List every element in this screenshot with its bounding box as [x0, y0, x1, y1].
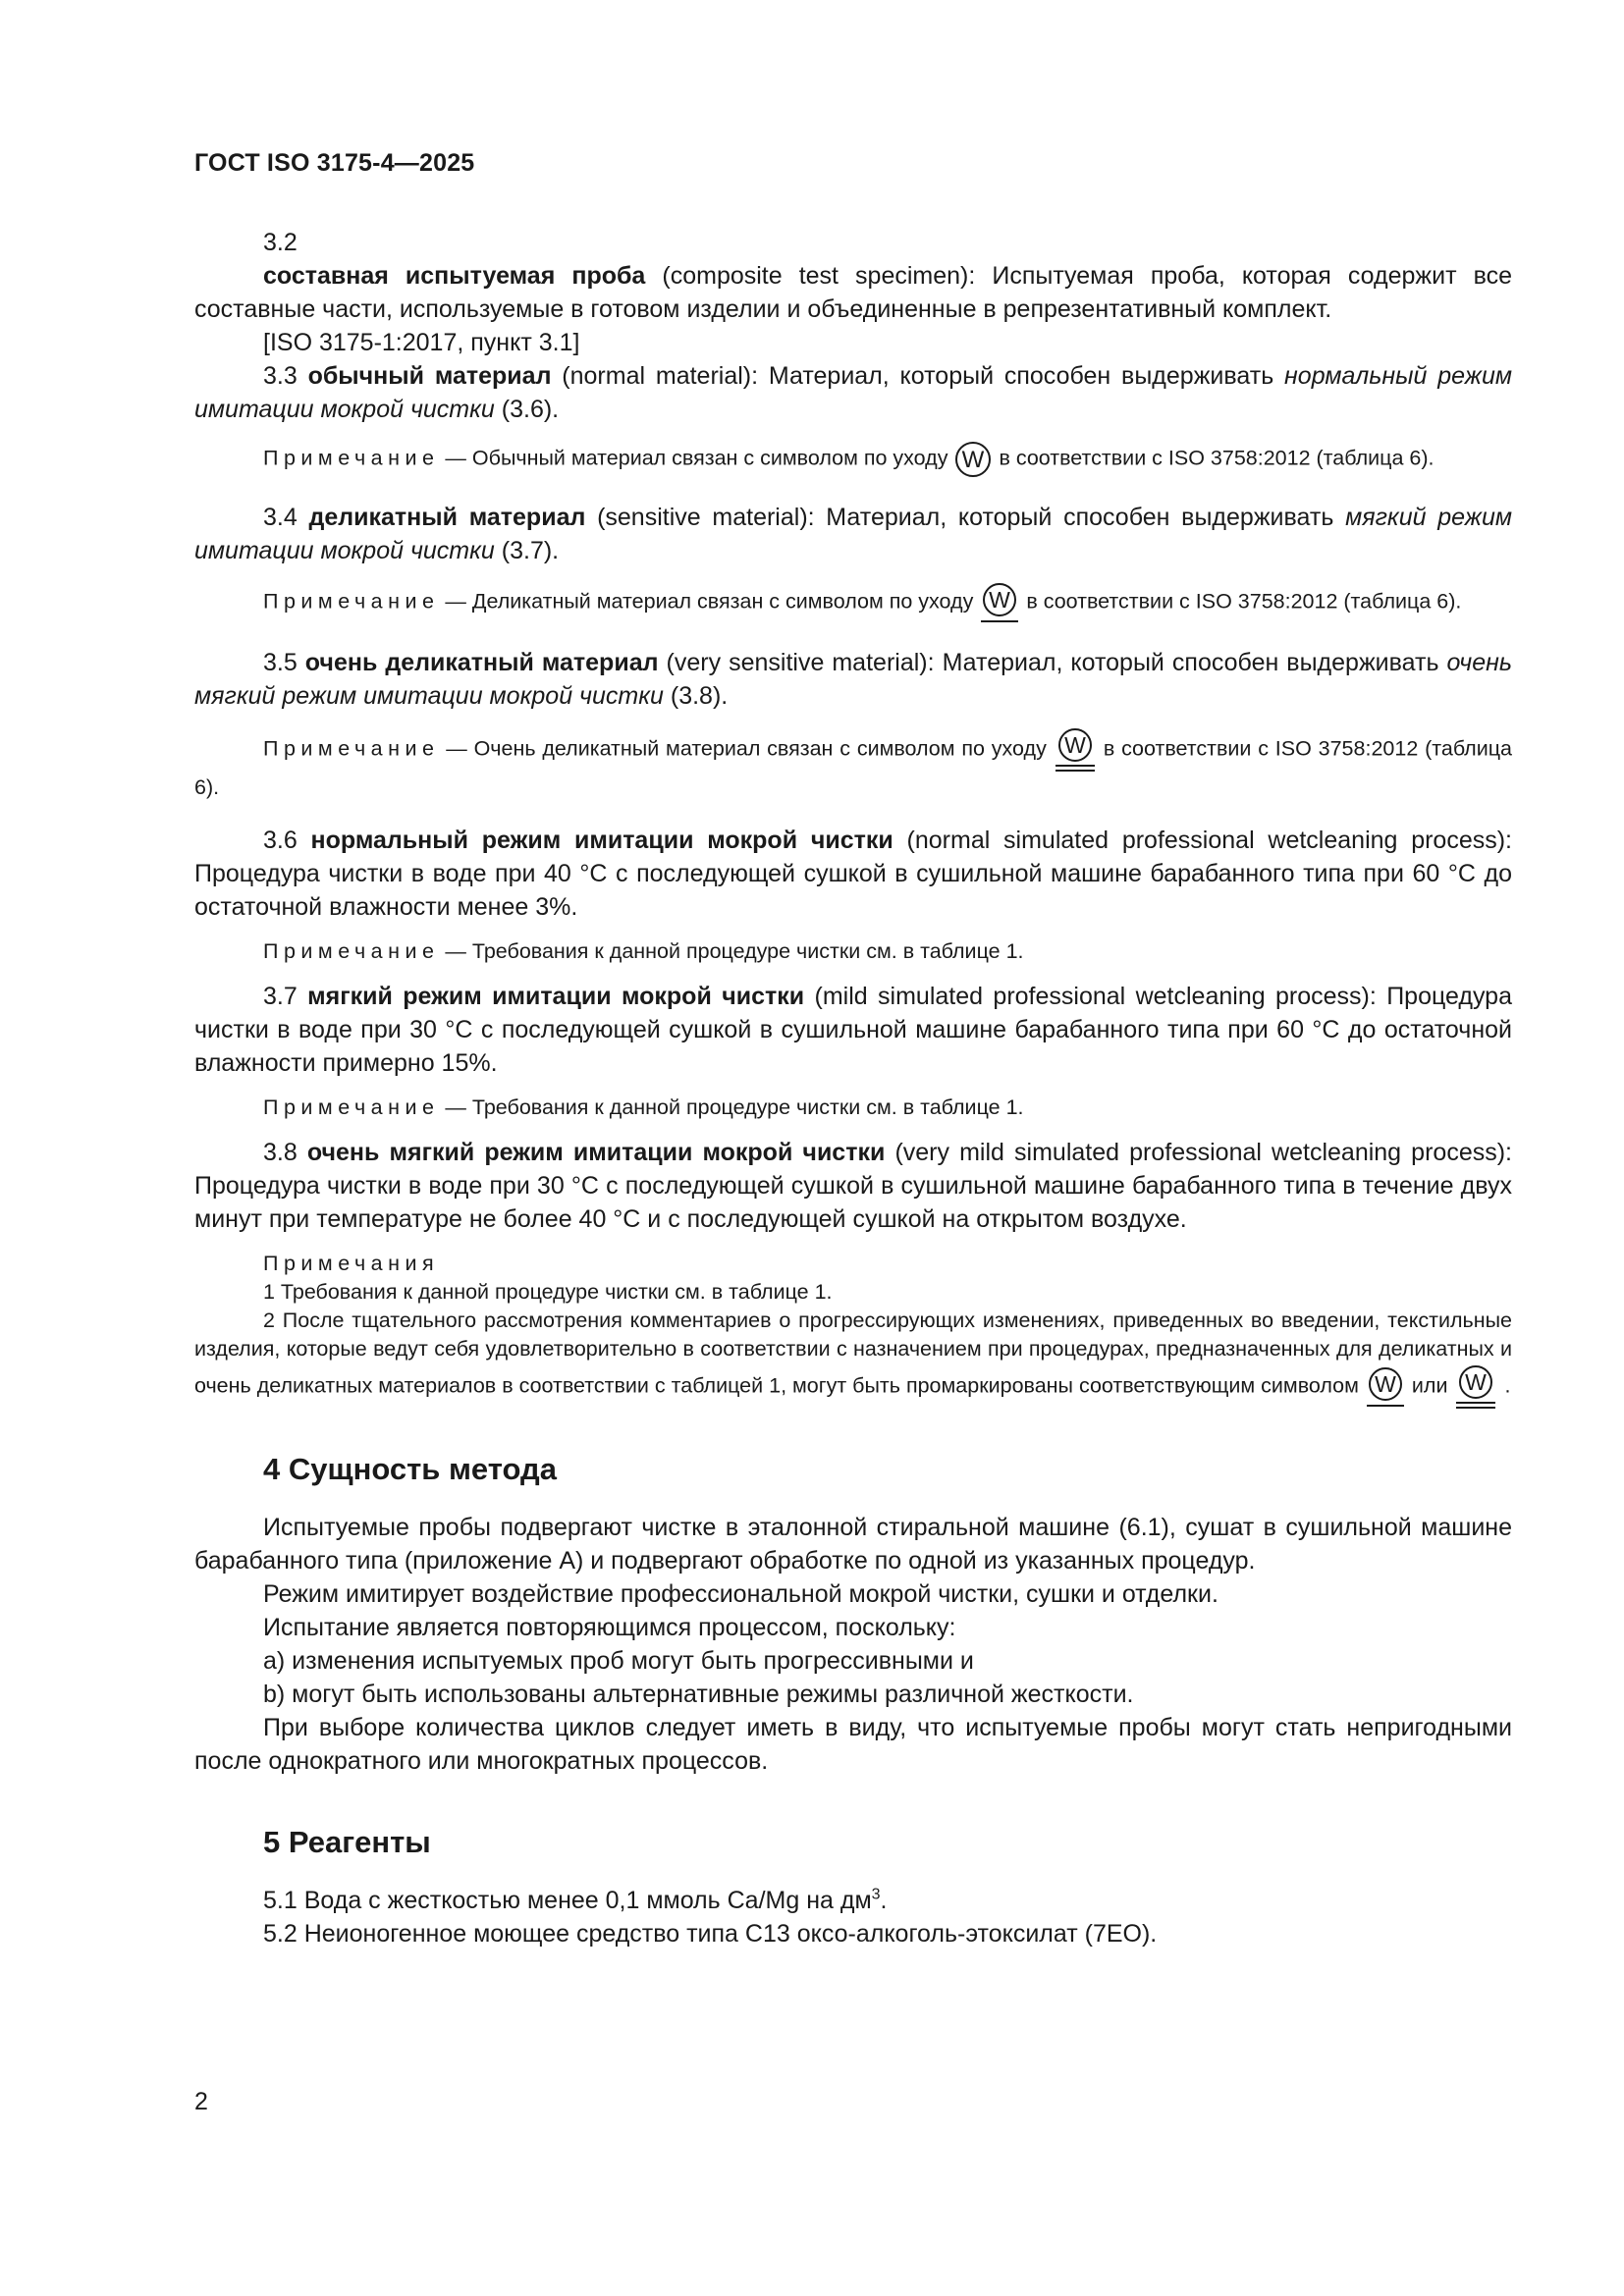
- section-5-1: [194, 1884, 1512, 1917]
- term-3-5-end: (3.8).: [663, 682, 729, 710]
- note-3-7-label: Примечание: [263, 1095, 440, 1119]
- term-3-5-number: 3.5: [263, 649, 305, 676]
- note-3-5-text-a: — Очень деликатный материал связан с символом по уходу: [439, 736, 1047, 761]
- section-4-item-b: b) могут быть использованы альтернативные режимы различной жесткости.: [263, 1681, 1134, 1708]
- term-3-3-definition: [194, 359, 1512, 426]
- section-4-item-a: a) изменения испытуемых проб могут быть прогрессивными и: [263, 1647, 974, 1675]
- note-3-3: [194, 440, 1512, 479]
- wetclean-very-mild-icon: [1053, 726, 1098, 774]
- wetclean-mild-icon: [979, 581, 1020, 624]
- page-number: 2: [194, 2088, 208, 2115]
- svg-text:W: W: [962, 447, 985, 473]
- term-3-6-text: (normal simulated professional wetcleaning process): Процедура чистки в воде при 40 °С с последующей сушкой в сушильной машине барабанного типа при 60 °С до остаточной влажности менее 3%.: [194, 827, 1513, 921]
- note-3-4: [194, 581, 1512, 624]
- notes-3-8-label: [194, 1250, 1512, 1278]
- note-3-8-1: 1 Требования к данной процедуре чистки см. в таблице 1.: [263, 1280, 833, 1304]
- term-3-5-definition: [194, 646, 1512, 713]
- term-3-6-title: нормальный режим имитации мокрой чистки: [310, 827, 893, 854]
- term-3-2-title: составная испытуемая проба: [263, 262, 646, 290]
- section-5-1-end: .: [880, 1887, 888, 1914]
- section-4-title: 4 Сущность метода: [263, 1452, 557, 1486]
- term-3-3-ref: нормальный режим имитации мокрой чистки: [194, 362, 1512, 423]
- note-3-6: [194, 937, 1512, 966]
- term-3-4-definition: [194, 501, 1512, 567]
- term-3-6-definition: [194, 824, 1512, 924]
- wetclean-mild-icon-2: [1365, 1365, 1406, 1409]
- section-4-p1: Испытуемые пробы подвергают чистке в эталонной стиральной машине (6.1), сушат в сушильной машине барабанного типа (приложение А) и подвергают обработке по одной из указанных процедур.: [194, 1514, 1512, 1575]
- document-body: [194, 226, 1512, 1950]
- section-4-p6: При выборе количества циклов следует иметь в виду, что испытуемые пробы могут стать непригодными после однократного или многократных процессов.: [194, 1714, 1512, 1775]
- term-3-4-text: (sensitive material): Материал, который способен выдерживать: [585, 504, 1346, 531]
- section-5-1-text: 5.1 Вода с жесткостью менее 0,1 ммоль Ca/Mg на дм: [263, 1887, 872, 1914]
- note-3-8-2-text: 2 После тщательного рассмотрения комментариев о прогрессирующих изменениях, приведенных во введении, текстильные изделия, которые ведут себя удовлетворительно в соответствии с назначением при процедурах, предназначенных для деликатных и очень деликатных материалов в соответствии с таблицей 1, могут быть промаркированы соответствующим символом: [194, 1308, 1512, 1398]
- svg-text:W: W: [1465, 1369, 1488, 1395]
- term-3-8-title: очень мягкий режим имитации мокрой чистки: [306, 1139, 886, 1166]
- note-3-5-label: Примечание: [263, 736, 440, 761]
- note-3-5: [194, 726, 1512, 802]
- note-3-7: [194, 1094, 1512, 1122]
- note-3-6-text: — Требования к данной процедуре чистки см. в таблице 1.: [439, 939, 1024, 963]
- notes-label: Примечания: [263, 1252, 440, 1275]
- svg-text:W: W: [1375, 1371, 1396, 1397]
- section-4-p2: Режим имитирует воздействие профессиональной мокрой чистки, сушки и отделки.: [263, 1580, 1218, 1608]
- note-3-8-2-or: или: [1411, 1373, 1448, 1398]
- note-3-8-2-end: .: [1504, 1373, 1511, 1398]
- term-3-2-text: (composite test specimen): Испытуемая проба, которая содержит все составные части, используемые в готовом изделии и объединенные в репрезентативный комплект.: [194, 262, 1512, 323]
- term-3-4-end: (3.7).: [494, 537, 560, 564]
- term-3-3-title: обычный материал: [307, 362, 552, 390]
- term-3-7-text: (mild simulated professional wetcleaning process): Процедура чистки в воде при 30 °С с последующей сушкой в сушильной машине барабанного типа при 60 °С до остаточной влажности примерно 15%.: [194, 983, 1512, 1077]
- term-3-7-title: мягкий режим имитации мокрой чистки: [307, 983, 805, 1010]
- term-3-4-title: деликатный материал: [308, 504, 586, 531]
- term-3-5-title: очень деликатный материал: [304, 649, 659, 676]
- term-3-2-definition: [194, 259, 1512, 326]
- document-header: ГОСТ ISO 3175-4—2025: [194, 149, 475, 177]
- term-3-2-reference: [ISO 3175-1:2017, пункт 3.1]: [263, 329, 580, 356]
- term-3-5-ref: очень мягкий режим имитации мокрой чистки: [194, 649, 1513, 710]
- note-3-3-label: Примечание: [263, 446, 440, 470]
- term-3-8-definition: [194, 1136, 1512, 1236]
- svg-text:W: W: [1063, 732, 1086, 758]
- section-5-1-sup: 3: [871, 1886, 881, 1903]
- note-3-5-text-b: в соответствии с ISO 3758:2012 (таблица 6).: [194, 736, 1512, 799]
- term-3-2-number: 3.2: [263, 229, 298, 256]
- term-3-5-text: (very sensitive material): Материал, который способен выдерживать: [658, 649, 1447, 676]
- note-3-4-label: Примечание: [263, 589, 440, 614]
- term-3-4-number: 3.4: [263, 504, 309, 531]
- wetclean-normal-icon: [953, 440, 993, 479]
- note-3-6-label: Примечание: [263, 939, 440, 963]
- svg-text:W: W: [989, 587, 1011, 613]
- term-3-3-text: (normal material): Материал, который способен выдерживать: [551, 362, 1285, 390]
- section-4-p3: Испытание является повторяющимся процессом, поскольку:: [263, 1614, 956, 1641]
- note-3-7-text: — Требования к данной процедуре чистки см. в таблице 1.: [439, 1095, 1024, 1119]
- note-3-8-2: [194, 1307, 1512, 1411]
- term-3-3-end: (3.6).: [494, 396, 560, 423]
- note-3-3-text-b: в соответствии с ISO 3758:2012 (таблица 6).: [999, 446, 1435, 470]
- term-3-7-definition: [194, 980, 1512, 1080]
- term-3-7-number: 3.7: [263, 983, 308, 1010]
- section-5-title: 5 Реагенты: [263, 1825, 431, 1859]
- note-3-4-text-b: в соответствии с ISO 3758:2012 (таблица 6).: [1026, 589, 1462, 614]
- term-3-6-number: 3.6: [263, 827, 311, 854]
- note-3-3-text-a: — Обычный материал связан с символом по уходу: [439, 446, 948, 470]
- term-3-8-number: 3.8: [263, 1139, 307, 1166]
- term-3-4-ref: мягкий режим имитации мокрой чистки: [194, 504, 1513, 564]
- term-3-3-number: 3.3: [263, 362, 308, 390]
- note-3-4-text-a: — Деликатный материал связан с символом по уходу: [439, 589, 974, 614]
- term-3-8-text: (very mild simulated professional wetcleaning process): Процедура чистки в воде при 30 °С с последующей сушкой в сушильной машине барабанного типа в течение двух минут при температуре не более 40 °С и с последующей сушкой на открытом воздухе.: [194, 1139, 1512, 1233]
- section-5-2: 5.2 Неионогенное моющее средство типа С13 оксо-алкоголь-этоксилат (7ЕО).: [263, 1920, 1158, 1948]
- wetclean-very-mild-icon-2: [1453, 1363, 1498, 1411]
